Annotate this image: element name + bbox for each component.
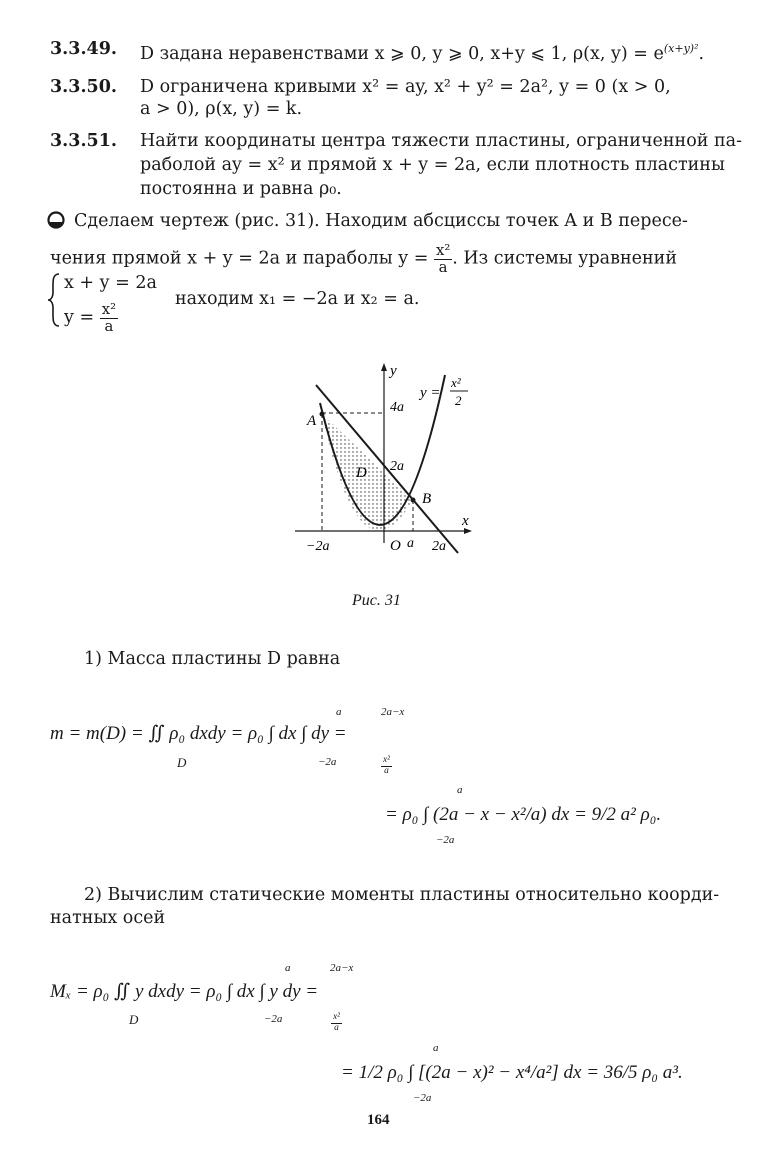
step2-heading-line2: натных осей [50, 908, 166, 928]
step2-eq1: Mₓ = ρ₀ ∬ y dxdy = ρ₀ ∫ dx ∫ y dy = [50, 981, 319, 1002]
label-curve-den: 2 [455, 393, 462, 408]
step2-eq2-lim-top: a [433, 1042, 439, 1054]
step1-eq1-subscript-D: D [177, 755, 187, 770]
step2-eq1-lim2-top: 2a−x [330, 962, 354, 974]
figure-31 [280, 355, 490, 555]
problem-350-line1: D ограничена кривыми x² = ay, x² + y² = 2a², y = 0 (x > 0, [140, 77, 671, 97]
step2-eq1-subscript-D: D [129, 1012, 139, 1027]
step1-eq1-lim2-bot [381, 756, 392, 777]
problem-351-line2: раболой ay = x² и прямой x + y = 2a, если плотность пластины [140, 155, 725, 175]
step2-heading-line1: 2) Вычислим статические моменты пластины относительно коорди- [84, 885, 720, 905]
label-x-axis: x [462, 513, 469, 529]
step1-heading: 1) Масса пластины D равна [84, 649, 341, 669]
fraction-numerator: x² [383, 755, 390, 765]
problem-number-349: 3.3.49. [50, 39, 117, 59]
problem-number-350: 3.3.50. [50, 77, 117, 97]
problem-349-exponent: (x+y)² [663, 42, 699, 55]
problem-number-351: 3.3.51. [50, 131, 117, 151]
problem-351-line3: постоянна и равна ρ₀. [140, 179, 342, 199]
fraction-numerator: x² [101, 300, 117, 318]
problem-349-body: D задана неравенствами x ⩾ 0, y ⩾ 0, x+y ⩽ 1, ρ(x, y) = e [140, 43, 664, 64]
solution-line2-start: чения прямой x + y = 2a и параболы y = [50, 248, 429, 269]
step1-eq1-lim1-top: a [336, 706, 342, 718]
point-B-label: B [422, 491, 432, 507]
step2-eq1-lim2-bot [331, 1013, 342, 1034]
step1-eq1-lim1-bot: −2a [318, 756, 337, 768]
step2-eq1-lim1-bot: −2a [264, 1013, 283, 1025]
fraction-denominator: a [384, 765, 389, 776]
problem-351-line1: Найти координаты центра тяжести пластины, ограниченной па- [140, 131, 742, 151]
system-result: находим x₁ = −2a и x₂ = a. [175, 289, 420, 309]
tick-label-2a-y: 2a [390, 459, 404, 474]
system-row-2-fraction [100, 302, 118, 334]
solution-line1: Сделаем чертеж (рис. 31). Находим абсциссы точек A и B пересе- [74, 211, 688, 231]
tick-label-a: a [407, 536, 414, 551]
label-y-axis: y [390, 363, 397, 379]
step1-eq2-lim-bot: −2a [436, 834, 455, 846]
system-brace-icon [46, 272, 62, 328]
tick-label-neg2a: −2a [306, 539, 330, 554]
problem-349-end: . [698, 43, 705, 64]
step1-eq2: = ρ₀ ∫ (2a − x − x²/a) dx = 9/2 a² ρ₀. [385, 804, 662, 825]
step2-eq1-lim1-top: a [285, 962, 291, 974]
step1-eq1: m = m(D) = ∬ ρ₀ dxdy = ρ₀ ∫ dx ∫ dy = [50, 723, 347, 744]
step1-eq1-lim2-top: 2a−x [381, 706, 405, 718]
point-D-label: D [356, 465, 367, 481]
step1-eq2-lim-top: a [457, 784, 463, 796]
solution-start-icon [46, 210, 66, 230]
point-A-label: A [307, 413, 317, 429]
step2-eq2-lim-bot: −2a [413, 1092, 432, 1104]
problem-350-line2: a > 0), ρ(x, y) = k. [140, 99, 303, 119]
figure-caption: Рис. 31 [352, 592, 401, 609]
fraction-denominator: a [104, 316, 114, 335]
solution-line2-end: . Из системы уравнений [452, 248, 677, 269]
system-row-2-lhs: y = [64, 307, 95, 328]
fraction-denominator: a [438, 257, 448, 276]
tick-label-2a-x: 2a [432, 539, 446, 554]
y-axis-arrow-icon [381, 363, 387, 371]
system-row-1: x + y = 2a [64, 273, 157, 293]
origin-label: O [390, 538, 401, 554]
fraction-denominator: a [334, 1022, 339, 1033]
problem-text-349 [140, 38, 704, 65]
solution-line2 [50, 243, 677, 275]
system-row-2 [64, 302, 118, 334]
label-curve-lhs: y = [420, 385, 441, 401]
point-B-marker [411, 498, 416, 503]
point-A-marker [320, 412, 325, 417]
lim-fraction [381, 756, 392, 777]
step2-eq2: = 1/2 ρ₀ ∫ [(2a − x)² − x⁴/a²] dx = 36/5 ρ₀ a³. [341, 1062, 683, 1083]
solution-line2-fraction [434, 243, 452, 275]
page-number: 164 [367, 1112, 390, 1128]
label-curve-num: x² [451, 375, 461, 390]
lim-fraction [331, 1013, 342, 1034]
fraction-numerator: x² [435, 241, 451, 259]
tick-label-4a: 4a [390, 400, 404, 415]
fraction-numerator: x² [333, 1012, 340, 1022]
